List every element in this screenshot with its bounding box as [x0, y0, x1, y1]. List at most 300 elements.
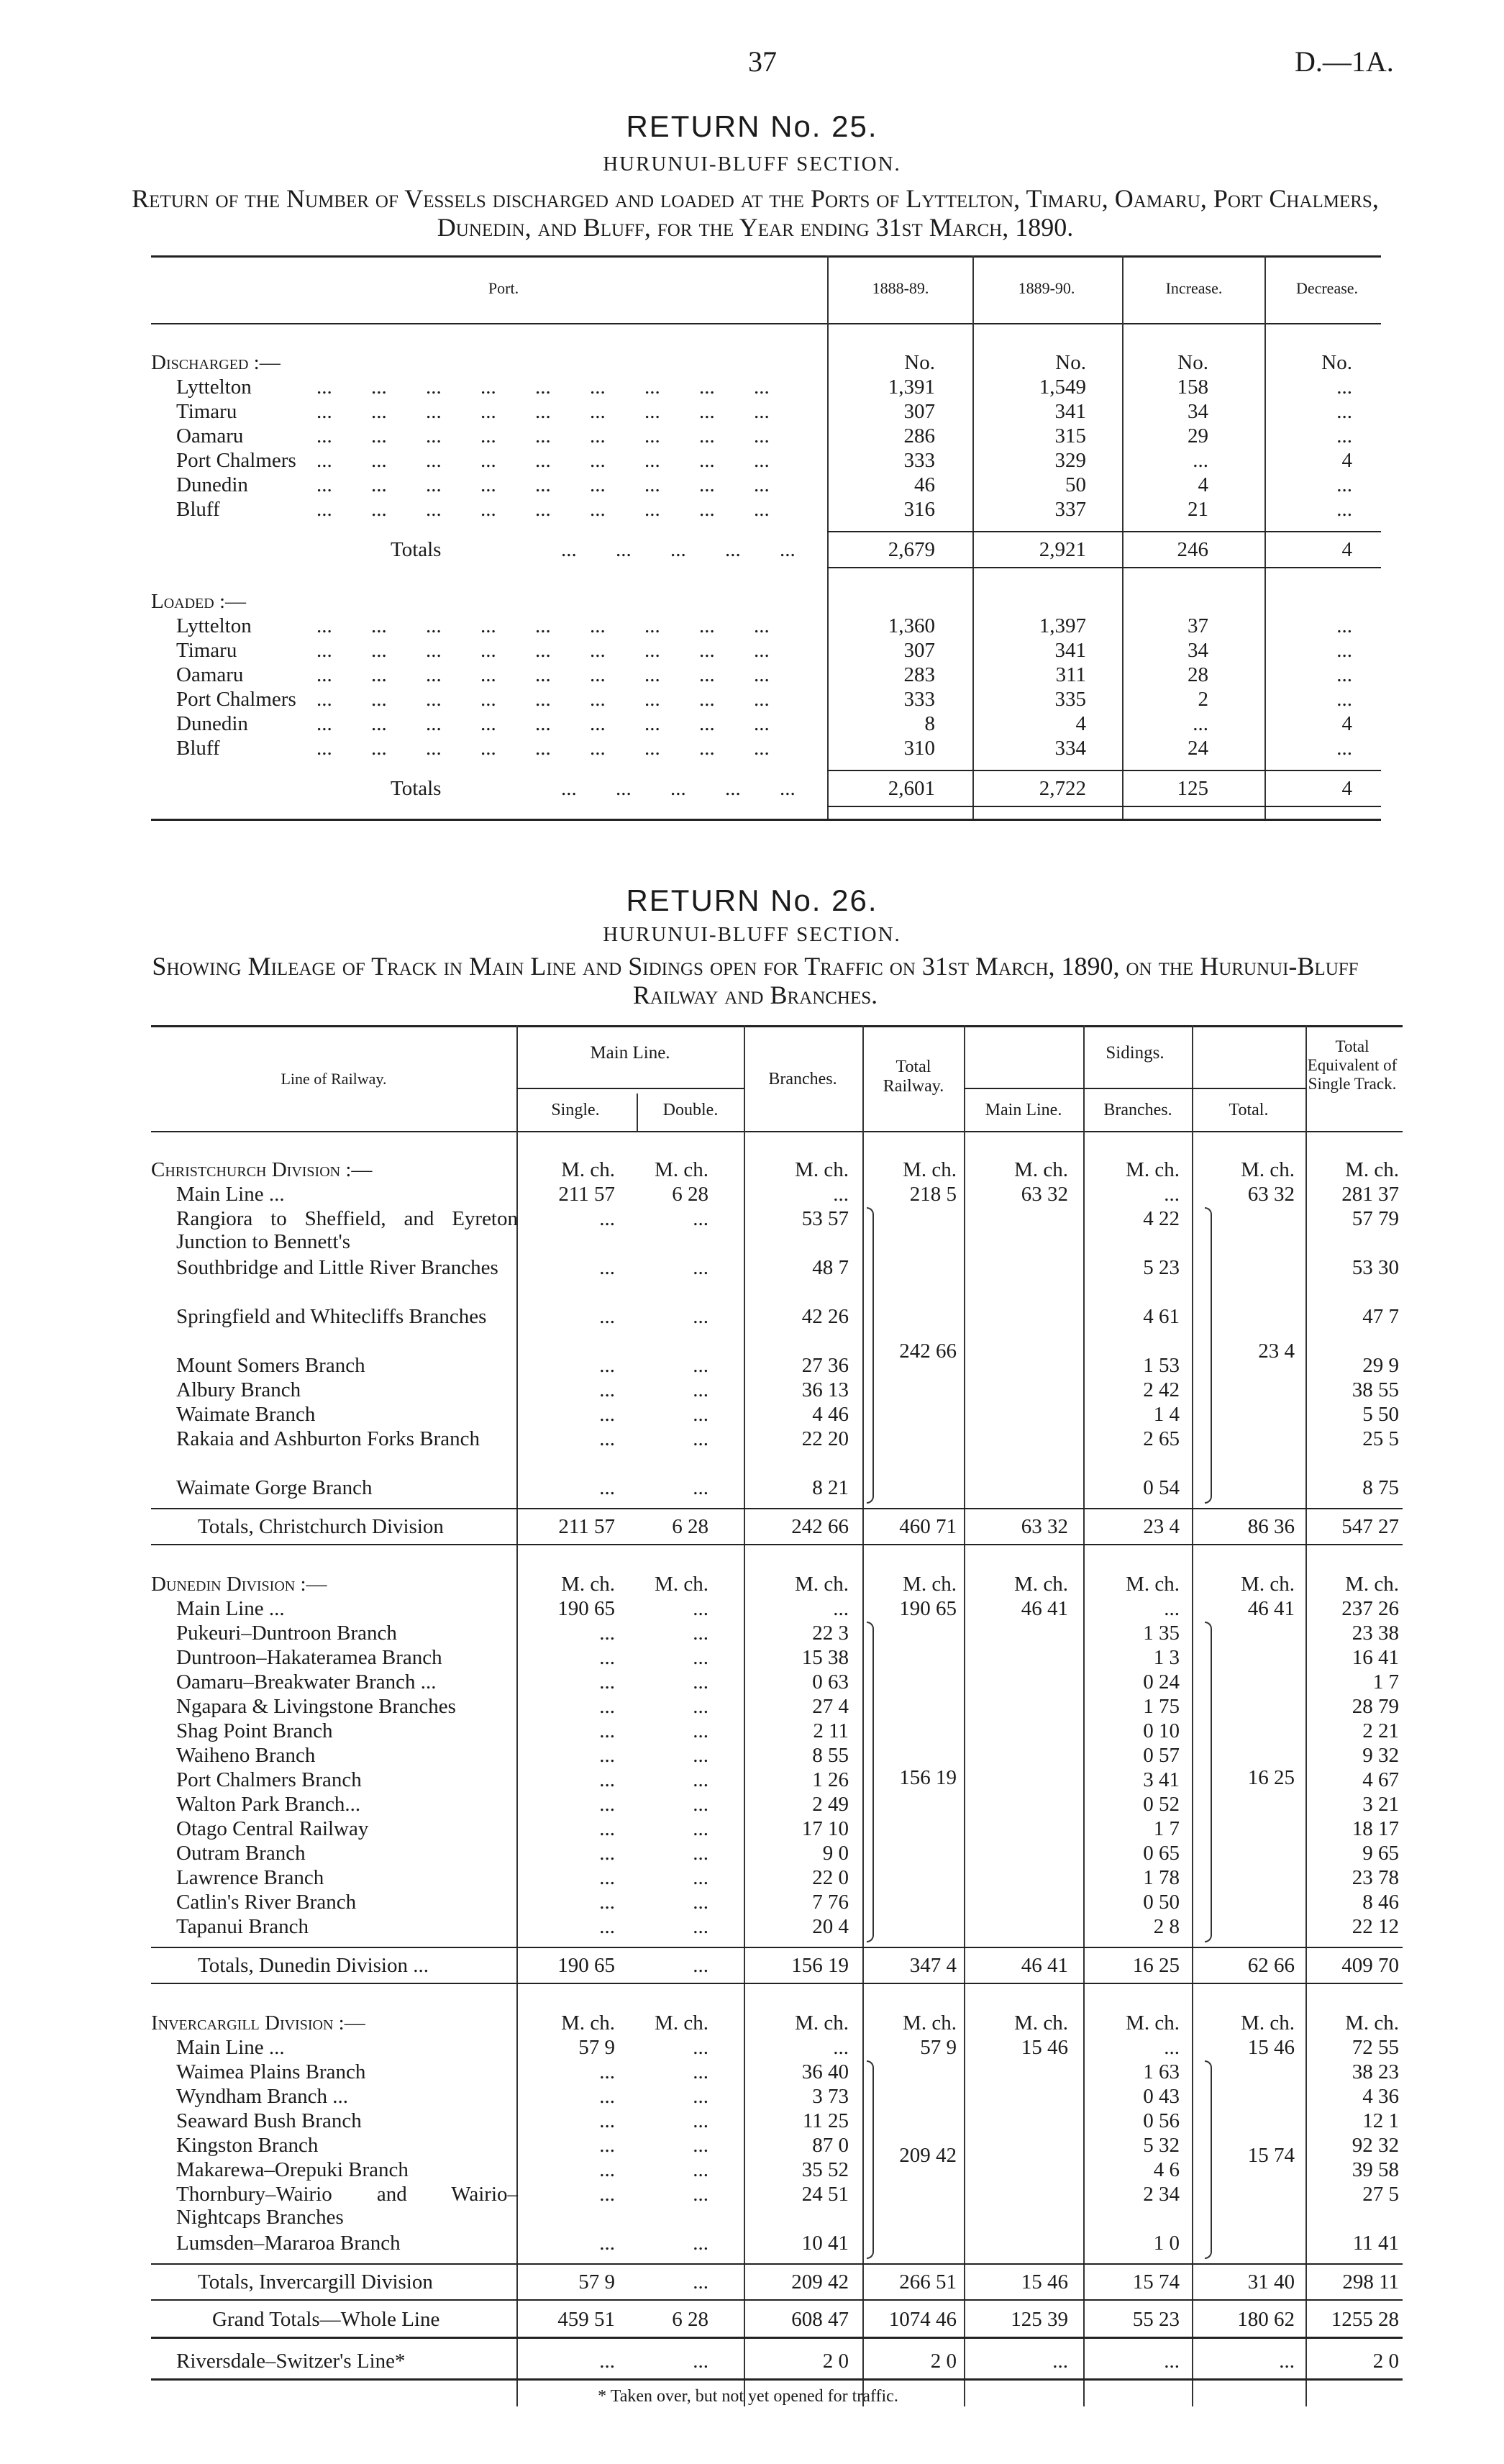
riversdale-value: ...: [1052, 2350, 1068, 2373]
leader-dots: ...: [644, 614, 660, 637]
leader-dots: ...: [754, 449, 770, 472]
total-sidings: 62 66: [1247, 1954, 1295, 1977]
railway-line-name: Otago Central Railway: [176, 1817, 369, 1840]
leader-dots: ...: [535, 449, 551, 472]
leader-dots: ...: [316, 737, 332, 760]
brace-bracket: [1205, 1207, 1212, 1504]
single-track-value: ...: [599, 2158, 615, 2181]
double-track-value: ...: [693, 1915, 708, 1938]
leader-dots: ...: [480, 737, 496, 760]
equivalent-value: 47 7: [1362, 1305, 1399, 1328]
railway-line-name: Thornbury–Wairio and Wairio–Nightcaps Branches: [176, 2183, 518, 2229]
double-track-value: ...: [693, 1842, 708, 1865]
unit-label: M. ch.: [1014, 1158, 1068, 1181]
single-track-value: ...: [599, 1695, 615, 1718]
branch-total-railway: 242 66: [899, 1340, 957, 1363]
double-track-value: ...: [693, 1305, 708, 1328]
total-railway-value: 218 5: [909, 1183, 957, 1206]
equivalent-value: 12 1: [1362, 2109, 1399, 2132]
table-top-rule: [151, 255, 1381, 258]
footnote: * Taken over, but not yet opened for traffic.: [598, 2387, 898, 2406]
leader-dots: ...: [754, 737, 770, 760]
sidings-branches-value: 0 50: [1143, 1891, 1180, 1914]
branch-sidings-total: 23 4: [1258, 1340, 1295, 1363]
total-branches: 209 42: [791, 2270, 849, 2293]
sidings-branches-value: 4 61: [1143, 1305, 1180, 1328]
total-increase: 246: [1177, 538, 1208, 561]
header-bottom-rule: [151, 1131, 1403, 1132]
brace-bracket: [867, 1622, 874, 1942]
leader-dots: ...: [699, 498, 715, 521]
double-track-value: ...: [693, 1793, 708, 1816]
railway-line-name: Outram Branch: [176, 1842, 306, 1865]
year-1889-header: 1889-90.: [1018, 279, 1075, 297]
branches-value: 36 13: [801, 1378, 849, 1401]
leader-dots: ...: [590, 424, 606, 447]
leader-dots: ...: [699, 376, 715, 399]
branches-value: 3 73: [812, 2085, 849, 2108]
christchurch-division-label: Christchurch Division :—: [151, 1158, 373, 1181]
sidings-branches-value: 0 10: [1143, 1719, 1180, 1742]
double-track-value: ...: [693, 1768, 708, 1791]
unit-label: M. ch.: [1014, 1573, 1068, 1596]
branches-value: 15 38: [801, 1646, 849, 1669]
value-1888-89: 316: [903, 498, 935, 521]
leader-dots: ...: [316, 639, 332, 662]
sidings-branches-value: 1 75: [1143, 1695, 1180, 1718]
sidings-branches-value: 0 54: [1143, 1476, 1180, 1499]
railway-line-name: Rangiora to Sheffield, and Eyreton Junction to Bennett's: [176, 1207, 518, 1253]
equivalent-value: 281 37: [1341, 1183, 1399, 1206]
increase-value: 34: [1188, 400, 1208, 423]
branches-value: 53 57: [801, 1207, 849, 1230]
leader-dots: ...: [780, 777, 796, 800]
equivalent-value: 9 32: [1362, 1744, 1399, 1767]
sidings-branches-value: 1 63: [1143, 2060, 1180, 2083]
single-track-value: ...: [599, 2085, 615, 2108]
subheader-rule: [964, 1088, 1305, 1089]
increase-value: 158: [1177, 376, 1208, 399]
railway-line-name: Ngapara & Livingstone Branches: [176, 1695, 456, 1718]
division-rule: [151, 1983, 1403, 1984]
leader-dots: ...: [480, 663, 496, 686]
branches-value: 9 0: [822, 1842, 849, 1865]
single-track-value: ...: [599, 1403, 615, 1426]
single-track-value: ...: [599, 1207, 615, 1230]
return-26-section: HURUNUI-BLUFF SECTION.: [603, 923, 901, 946]
double-track-value: ...: [693, 1622, 708, 1645]
leader-dots: ...: [590, 663, 606, 686]
leader-dots: ...: [371, 400, 387, 423]
railway-line-name: Port Chalmers Branch: [176, 1768, 362, 1791]
grand-total-value: 1255 28: [1331, 2308, 1399, 2331]
sidings-total-value: 15 46: [1247, 2036, 1295, 2059]
leader-dots: ...: [590, 400, 606, 423]
branches-value: 27 4: [812, 1695, 849, 1718]
railway-line-name: Lumsden–Mararoa Branch: [176, 2232, 401, 2255]
single-track-value: ...: [599, 2183, 615, 2206]
equivalent-value: 38 55: [1352, 1378, 1399, 1401]
total-railway-value: 57 9: [920, 2036, 957, 2059]
branches-value: 8 55: [812, 1744, 849, 1767]
leader-dots: ...: [371, 737, 387, 760]
leader-dots: ...: [480, 424, 496, 447]
value-1888-89: 46: [914, 473, 935, 496]
grand-total-value: 6 28: [672, 2308, 708, 2331]
branch-sidings-total: 15 74: [1247, 2144, 1295, 2167]
unit-label: M. ch.: [903, 1158, 957, 1181]
unit-label: M. ch.: [1345, 1158, 1399, 1181]
decrease-value: 4: [1341, 712, 1352, 735]
grand-total-value: 180 62: [1237, 2308, 1295, 2331]
riversdale-value: 2 0: [822, 2350, 849, 2373]
sidings-total-value: 63 32: [1247, 1183, 1295, 1206]
total-double: 6 28: [672, 1515, 708, 1538]
single-track-value: 190 65: [557, 1597, 615, 1620]
leader-dots: ...: [371, 424, 387, 447]
leader-dots: ...: [535, 400, 551, 423]
equivalent-value: 3 21: [1362, 1793, 1399, 1816]
decrease-value: ...: [1336, 737, 1352, 760]
value-1888-89: 310: [903, 737, 935, 760]
double-track-value: ...: [693, 1256, 708, 1279]
decrease-value: ...: [1336, 614, 1352, 637]
leader-dots: ...: [699, 737, 715, 760]
total-increase: 125: [1177, 777, 1208, 800]
unit-label: M. ch.: [1345, 2011, 1399, 2035]
equivalent-value: 4 36: [1362, 2085, 1399, 2108]
leader-dots: ...: [616, 777, 632, 800]
total-sidings-branches: 15 74: [1132, 2270, 1180, 2293]
brace-bracket: [1205, 2060, 1212, 2259]
column-rule: [1083, 1025, 1085, 2406]
value-1889-90: 1,397: [1039, 614, 1086, 637]
decrease-value: 4: [1341, 449, 1352, 472]
leader-dots: ...: [561, 538, 577, 561]
leader-dots: ...: [699, 614, 715, 637]
port-name: Oamaru: [176, 663, 244, 686]
sidings-branches-value: 2 8: [1153, 1915, 1180, 1938]
single-track-value: ...: [599, 1793, 615, 1816]
railway-line-name: Waimate Branch: [176, 1403, 316, 1426]
value-1888-89: 307: [903, 400, 935, 423]
branch-total-railway: 156 19: [899, 1766, 957, 1789]
total-branches: 242 66: [791, 1515, 849, 1538]
branches-value: 11 25: [802, 2109, 849, 2132]
value-1889-90: 341: [1054, 400, 1086, 423]
leader-dots: ...: [316, 614, 332, 637]
value-1888-89: 333: [903, 688, 935, 711]
unit-label: M. ch.: [795, 1573, 849, 1596]
leader-dots: ...: [561, 777, 577, 800]
single-track-value: ...: [599, 2134, 615, 2157]
decrease-value: ...: [1336, 498, 1352, 521]
unit-label: M. ch.: [795, 1158, 849, 1181]
value-1889-90: 335: [1054, 688, 1086, 711]
leader-dots: ...: [780, 538, 796, 561]
increase-value: 34: [1188, 639, 1208, 662]
total-railway-header: Total Railway.: [883, 1058, 944, 1096]
leader-dots: ...: [535, 424, 551, 447]
railway-line-name: Springfield and Whitecliffs Branches: [176, 1305, 487, 1328]
unit-label: M. ch.: [1126, 1158, 1180, 1181]
decrease-value: ...: [1336, 424, 1352, 447]
branches-value: 4 46: [812, 1403, 849, 1426]
sidings-main-line-value: 15 46: [1021, 2036, 1068, 2059]
total-branches: 156 19: [791, 1954, 849, 1977]
leader-dots: ...: [590, 737, 606, 760]
page-number: 37: [748, 45, 777, 78]
value-1888-89: 8: [924, 712, 935, 735]
unit-label: M. ch.: [1241, 2011, 1295, 2035]
value-1888-89: 1,391: [888, 376, 935, 399]
leader-dots: ...: [754, 639, 770, 662]
total-1888-89: 2,601: [888, 777, 935, 800]
leader-dots: ...: [535, 712, 551, 735]
branches-value: 0 63: [812, 1670, 849, 1694]
single-track-value: ...: [599, 1622, 615, 1645]
column-rule: [964, 1025, 965, 2406]
branches-value: ...: [833, 1597, 849, 1620]
value-1889-90: 337: [1054, 498, 1086, 521]
branches-value: 20 4: [812, 1915, 849, 1938]
christchurch-totals-label: Totals, Christchurch Division: [198, 1515, 444, 1538]
total-1889-90: 2,722: [1039, 777, 1086, 800]
sidings-branches-header: Branches.: [1103, 1101, 1172, 1119]
equivalent-value: 39 58: [1352, 2158, 1399, 2181]
value-1889-90: 315: [1054, 424, 1086, 447]
total-railway-value: 190 65: [899, 1597, 957, 1620]
unit-label: M. ch.: [655, 2011, 708, 2035]
equivalent-header: Total Equivalent of Single Track.: [1307, 1037, 1398, 1093]
leader-dots: ...: [725, 777, 741, 800]
leader-dots: ...: [754, 400, 770, 423]
single-track-value: ...: [599, 1427, 615, 1450]
single-track-value: ...: [599, 1915, 615, 1938]
total-1889-90: 2,921: [1039, 538, 1086, 561]
branches-value: 27 36: [801, 1354, 849, 1377]
leader-dots: ...: [426, 639, 442, 662]
branches-value: 22 20: [801, 1427, 849, 1450]
leader-dots: ...: [590, 376, 606, 399]
single-track-value: 57 9: [578, 2036, 615, 2059]
leader-dots: ...: [699, 400, 715, 423]
totals-rule: [827, 770, 1381, 771]
value-1889-90: 329: [1054, 449, 1086, 472]
leader-dots: ...: [535, 737, 551, 760]
value-1888-89: 333: [903, 449, 935, 472]
port-name: Timaru: [176, 400, 237, 423]
leader-dots: ...: [535, 688, 551, 711]
railway-line-name: Makarewa–Orepuki Branch: [176, 2158, 409, 2181]
subheader-rule: [516, 1088, 744, 1089]
grand-totals-label: Grand Totals—Whole Line: [212, 2308, 440, 2331]
value-1888-89: 1,360: [888, 614, 935, 637]
double-track-value: ...: [693, 2158, 708, 2181]
unit-label: No.: [904, 351, 935, 374]
leader-dots: ...: [480, 614, 496, 637]
port-name: Port Chalmers: [176, 688, 296, 711]
sidings-total-header: Total.: [1229, 1101, 1269, 1119]
invercargill-division-label: Invercargill Division :—: [151, 2011, 365, 2035]
single-track-value: ...: [599, 2109, 615, 2132]
leader-dots: ...: [426, 498, 442, 521]
double-track-value: ...: [693, 1866, 708, 1889]
value-1889-90: 1,549: [1039, 376, 1086, 399]
value-1889-90: 311: [1055, 663, 1086, 686]
sidings-main-line-header: Main Line.: [985, 1101, 1062, 1119]
increase-value: ...: [1193, 712, 1208, 735]
total-railway: 266 51: [899, 2270, 957, 2293]
leader-dots: ...: [480, 688, 496, 711]
total-equivalent: 298 11: [1342, 2270, 1399, 2293]
leader-dots: ...: [535, 376, 551, 399]
railway-line-name: Seaward Bush Branch: [176, 2109, 362, 2132]
port-name: Dunedin: [176, 473, 248, 496]
unit-label: M. ch.: [561, 1158, 615, 1181]
port-name: Bluff: [176, 737, 220, 760]
total-sidings: 86 36: [1247, 1515, 1295, 1538]
sidings-branches-value: 0 24: [1143, 1670, 1180, 1694]
leader-dots: ...: [480, 400, 496, 423]
double-track-value: ...: [693, 1378, 708, 1401]
single-track-value: ...: [599, 1646, 615, 1669]
branches-value: 48 7: [812, 1256, 849, 1279]
leader-dots: ...: [535, 663, 551, 686]
single-track-value: ...: [599, 1744, 615, 1767]
leader-dots: ...: [754, 473, 770, 496]
leader-dots: ...: [535, 498, 551, 521]
document-code: D.—1A.: [1295, 45, 1394, 78]
railway-line-name: Shag Point Branch: [176, 1719, 333, 1742]
port-name: Lyttelton: [176, 614, 252, 637]
value-1889-90: 50: [1065, 473, 1086, 496]
unit-label: M. ch.: [795, 2011, 849, 2035]
totals-rule: [827, 567, 1381, 568]
total-railway: 347 4: [909, 1954, 957, 1977]
decrease-value: ...: [1336, 473, 1352, 496]
total-single: 190 65: [557, 1954, 615, 1977]
railway-line-name: Duntroon–Hakateramea Branch: [176, 1646, 442, 1669]
sidings-branches-value: 1 0: [1153, 2232, 1180, 2255]
equivalent-value: 8 75: [1362, 1476, 1399, 1499]
unit-label: M. ch.: [561, 2011, 615, 2035]
branches-value: 36 40: [801, 2060, 849, 2083]
sidings-branches-value: 1 7: [1153, 1817, 1180, 1840]
single-track-value: ...: [599, 1305, 615, 1328]
leader-dots: ...: [426, 712, 442, 735]
sidings-branches-value: 1 35: [1143, 1622, 1180, 1645]
leader-dots: ...: [725, 538, 741, 561]
table-bottom-rule: [151, 2378, 1403, 2381]
railway-line-name: Main Line ...: [176, 1597, 285, 1620]
double-track-value: ...: [693, 1670, 708, 1694]
leader-dots: ...: [590, 688, 606, 711]
port-name: Bluff: [176, 498, 220, 521]
railway-line-name: Walton Park Branch...: [176, 1793, 361, 1816]
unit-label: M. ch.: [903, 2011, 957, 2035]
riversdale-value: ...: [599, 2350, 615, 2373]
sidings-branches-value: 1 3: [1153, 1646, 1180, 1669]
grand-total-value: 1074 46: [888, 2308, 957, 2331]
leader-dots: ...: [644, 400, 660, 423]
branches-value: ...: [833, 1183, 849, 1206]
unit-label: No.: [1321, 351, 1352, 374]
leader-dots: ...: [371, 688, 387, 711]
unit-label: M. ch.: [561, 1573, 615, 1596]
sidings-branches-value: 1 4: [1153, 1403, 1180, 1426]
single-track-value: ...: [599, 1476, 615, 1499]
double-track-value: ...: [693, 2036, 708, 2059]
leader-dots: ...: [316, 376, 332, 399]
division-rule: [151, 1544, 1403, 1545]
leader-dots: ...: [535, 473, 551, 496]
total-sidings-branches: 23 4: [1143, 1515, 1180, 1538]
branches-value: 22 3: [812, 1622, 849, 1645]
branches-value: 2 49: [812, 1793, 849, 1816]
total-decrease: 4: [1341, 777, 1352, 800]
leader-dots: ...: [590, 614, 606, 637]
leader-dots: ...: [644, 712, 660, 735]
railway-line-name: Catlin's River Branch: [176, 1891, 357, 1914]
leader-dots: ...: [754, 688, 770, 711]
double-track-value: ...: [693, 1744, 708, 1767]
leader-dots: ...: [699, 663, 715, 686]
leader-dots: ...: [316, 663, 332, 686]
leader-dots: ...: [644, 639, 660, 662]
equivalent-value: 28 79: [1352, 1695, 1399, 1718]
division-rule: [151, 2299, 1403, 2301]
sidings-branches-value: 0 52: [1143, 1793, 1180, 1816]
total-single: 211 57: [558, 1515, 615, 1538]
leader-dots: ...: [480, 639, 496, 662]
double-track-value: ...: [693, 1646, 708, 1669]
single-header: Single.: [551, 1101, 600, 1119]
increase-header: Increase.: [1165, 279, 1223, 297]
leader-dots: ...: [426, 737, 442, 760]
riversdale-value: ...: [693, 2350, 708, 2373]
equivalent-value: 5 50: [1362, 1403, 1399, 1426]
branches-value: 8 21: [812, 1476, 849, 1499]
double-track-value: ...: [693, 1719, 708, 1742]
equivalent-value: 8 46: [1362, 1891, 1399, 1914]
division-rule: [151, 1947, 1403, 1948]
leader-dots: ...: [480, 498, 496, 521]
single-track-value: ...: [599, 1768, 615, 1791]
sidings-branches-value: 0 43: [1143, 2085, 1180, 2108]
railway-line-name: Wyndham Branch ...: [176, 2085, 349, 2108]
grand-total-value: 55 23: [1132, 2308, 1180, 2331]
double-track-value: 6 28: [672, 1183, 708, 1206]
table-top-rule: [151, 1025, 1403, 1027]
leader-dots: ...: [316, 449, 332, 472]
leader-dots: ...: [371, 712, 387, 735]
value-1888-89: 283: [903, 663, 935, 686]
double-track-value: ...: [693, 1891, 708, 1914]
loaded-label: Loaded :—: [151, 590, 247, 613]
unit-label: M. ch.: [1241, 1158, 1295, 1181]
sidings-branches-value: 0 57: [1143, 1744, 1180, 1767]
single-track-value: 211 57: [558, 1183, 615, 1206]
increase-value: 24: [1188, 737, 1208, 760]
port-name: Oamaru: [176, 424, 244, 447]
sidings-branches-value: 2 65: [1143, 1427, 1180, 1450]
branches-value: ...: [833, 2036, 849, 2059]
double-header: Double.: [662, 1101, 719, 1119]
leader-dots: ...: [371, 473, 387, 496]
total-sidings-main: 63 32: [1021, 1515, 1068, 1538]
leader-dots: ...: [480, 449, 496, 472]
